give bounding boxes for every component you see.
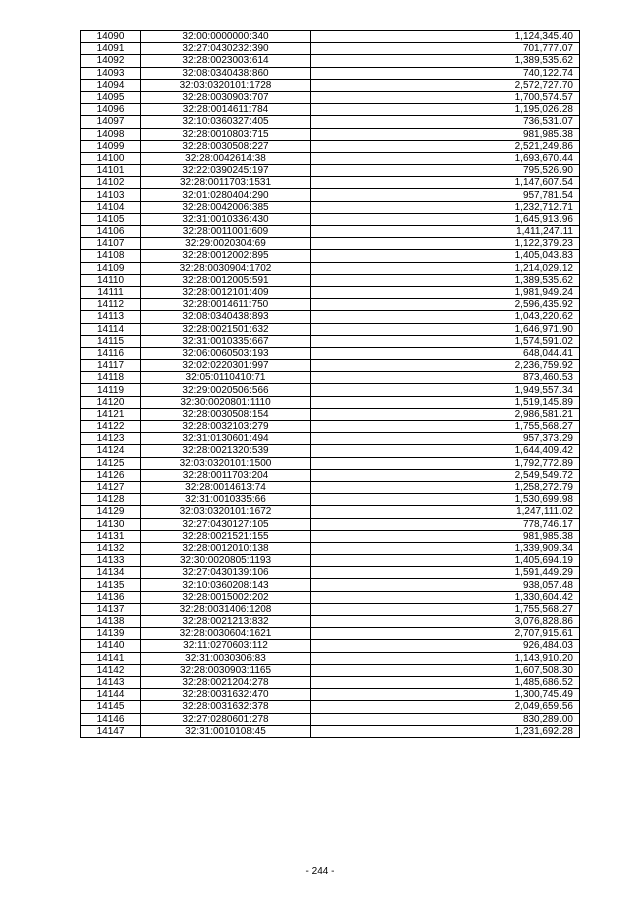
table-row xyxy=(81,213,580,225)
cadastral-number-cell: 32:02:0220301:997 xyxy=(141,360,311,372)
row-number-cell: 14095 xyxy=(81,91,141,103)
amount-cell: 1,591,449.29 xyxy=(311,567,580,579)
table-row xyxy=(81,433,580,445)
table-row xyxy=(81,506,580,518)
row-number-cell: 14094 xyxy=(81,79,141,91)
cadastral-number-cell: 32:31:0010108:45 xyxy=(141,725,311,737)
cadastral-number-cell: 32:31:0010335:66 xyxy=(141,494,311,506)
row-number-cell: 14141 xyxy=(81,652,141,664)
table-row xyxy=(81,518,580,530)
amount-cell: 1,043,220.62 xyxy=(311,311,580,323)
table-row xyxy=(81,201,580,213)
amount-cell: 736,531.07 xyxy=(311,116,580,128)
table-row xyxy=(81,640,580,652)
table-row xyxy=(81,165,580,177)
table-row xyxy=(81,457,580,469)
amount-cell: 830,289.00 xyxy=(311,713,580,725)
cadastral-number-cell: 32:05:0110410:71 xyxy=(141,372,311,384)
row-number-cell: 14147 xyxy=(81,725,141,737)
row-number-cell: 14139 xyxy=(81,628,141,640)
cadastral-number-cell: 32:27:0430139:106 xyxy=(141,567,311,579)
amount-cell: 1,792,772.89 xyxy=(311,457,580,469)
amount-cell: 1,231,692.28 xyxy=(311,725,580,737)
row-number-cell: 14118 xyxy=(81,372,141,384)
table-row xyxy=(81,384,580,396)
amount-cell: 981,985.38 xyxy=(311,128,580,140)
table-row xyxy=(81,128,580,140)
row-number-cell: 14143 xyxy=(81,676,141,688)
cadastral-number-cell: 32:27:0430127:105 xyxy=(141,518,311,530)
amount-cell: 778,746.17 xyxy=(311,518,580,530)
cadastral-number-cell: 32:11:0270603:112 xyxy=(141,640,311,652)
cadastral-number-cell: 32:28:0030604:1621 xyxy=(141,628,311,640)
table-row xyxy=(81,555,580,567)
table-row xyxy=(81,238,580,250)
cadastral-number-cell: 32:28:0030904:1702 xyxy=(141,262,311,274)
table-row xyxy=(81,701,580,713)
cadastral-number-cell: 32:28:0011001:609 xyxy=(141,226,311,238)
table-row xyxy=(81,116,580,128)
cadastral-number-cell: 32:28:0021213:832 xyxy=(141,616,311,628)
amount-cell: 1,147,607.54 xyxy=(311,177,580,189)
row-number-cell: 14133 xyxy=(81,555,141,567)
cadastral-number-cell: 32:28:0030903:707 xyxy=(141,91,311,103)
page-number: - 244 - xyxy=(305,866,335,877)
table-row xyxy=(81,689,580,701)
amount-cell: 2,986,581.21 xyxy=(311,408,580,420)
row-number-cell: 14134 xyxy=(81,567,141,579)
amount-cell: 2,521,249.86 xyxy=(311,140,580,152)
row-number-cell: 14104 xyxy=(81,201,141,213)
table-row xyxy=(81,152,580,164)
cadastral-number-cell: 32:30:0020801:1110 xyxy=(141,396,311,408)
cadastral-number-cell: 32:28:0012002:895 xyxy=(141,250,311,262)
row-number-cell: 14137 xyxy=(81,603,141,615)
table-row xyxy=(81,530,580,542)
table-row xyxy=(81,43,580,55)
amount-cell: 1,485,686.52 xyxy=(311,676,580,688)
row-number-cell: 14121 xyxy=(81,408,141,420)
table-row xyxy=(81,360,580,372)
row-number-cell: 14123 xyxy=(81,433,141,445)
cadastral-number-cell: 32:28:0031406:1208 xyxy=(141,603,311,615)
table-row xyxy=(81,616,580,628)
amount-cell: 1,389,535.62 xyxy=(311,274,580,286)
cadastral-number-cell: 32:28:0031632:470 xyxy=(141,689,311,701)
table-row xyxy=(81,140,580,152)
cadastral-number-cell: 32:06:0060503:193 xyxy=(141,347,311,359)
row-number-cell: 14138 xyxy=(81,616,141,628)
cadastral-number-cell: 32:28:0032103:279 xyxy=(141,421,311,433)
row-number-cell: 14110 xyxy=(81,274,141,286)
row-number-cell: 14106 xyxy=(81,226,141,238)
table-row xyxy=(81,104,580,116)
amount-cell: 1,519,145.89 xyxy=(311,396,580,408)
cadastral-number-cell: 32:10:0360208:143 xyxy=(141,579,311,591)
table-row xyxy=(81,591,580,603)
table-row xyxy=(81,481,580,493)
row-number-cell: 14091 xyxy=(81,43,141,55)
amount-cell: 1,645,913.96 xyxy=(311,213,580,225)
amount-cell: 3,076,828.86 xyxy=(311,616,580,628)
table-row xyxy=(81,91,580,103)
amount-cell: 1,411,247.11 xyxy=(311,226,580,238)
cadastral-number-cell: 32:28:0014611:784 xyxy=(141,104,311,116)
cadastral-number-cell: 32:00:0000000:340 xyxy=(141,31,311,43)
cadastral-number-cell: 32:31:0130601:494 xyxy=(141,433,311,445)
cadastral-number-cell: 32:28:0021320:539 xyxy=(141,445,311,457)
amount-cell: 1,755,568.27 xyxy=(311,421,580,433)
table-row xyxy=(81,335,580,347)
row-number-cell: 14116 xyxy=(81,347,141,359)
table-row xyxy=(81,445,580,457)
table-row xyxy=(81,189,580,201)
amount-cell: 2,236,759.92 xyxy=(311,360,580,372)
amount-cell: 981,985.38 xyxy=(311,530,580,542)
amount-cell: 1,530,699.98 xyxy=(311,494,580,506)
row-number-cell: 14092 xyxy=(81,55,141,67)
amount-cell: 957,781.54 xyxy=(311,189,580,201)
cadastral-number-cell: 32:28:0030508:154 xyxy=(141,408,311,420)
amount-cell: 1,300,745.49 xyxy=(311,689,580,701)
amount-cell: 2,549,549.72 xyxy=(311,469,580,481)
amount-cell: 926,484.03 xyxy=(311,640,580,652)
table-row xyxy=(81,579,580,591)
table-row xyxy=(81,421,580,433)
cadastral-number-cell: 32:28:0012101:409 xyxy=(141,286,311,298)
row-number-cell: 14097 xyxy=(81,116,141,128)
cadastral-number-cell: 32:28:0030903:1165 xyxy=(141,664,311,676)
amount-cell: 1,607,508.30 xyxy=(311,664,580,676)
table-row xyxy=(81,323,580,335)
cadastral-number-cell: 32:27:0430232:390 xyxy=(141,43,311,55)
row-number-cell: 14136 xyxy=(81,591,141,603)
table-row xyxy=(81,652,580,664)
cadastral-number-cell: 32:31:0030306:83 xyxy=(141,652,311,664)
row-number-cell: 14105 xyxy=(81,213,141,225)
table-row xyxy=(81,713,580,725)
amount-cell: 1,693,670.44 xyxy=(311,152,580,164)
amount-cell: 873,460.53 xyxy=(311,372,580,384)
table-row xyxy=(81,396,580,408)
row-number-cell: 14112 xyxy=(81,299,141,311)
amount-cell: 1,122,379.23 xyxy=(311,238,580,250)
row-number-cell: 14140 xyxy=(81,640,141,652)
cadastral-number-cell: 32:28:0030508:227 xyxy=(141,140,311,152)
cadastral-number-cell: 32:28:0012005:591 xyxy=(141,274,311,286)
row-number-cell: 14129 xyxy=(81,506,141,518)
amount-cell: 1,330,604.42 xyxy=(311,591,580,603)
table-row xyxy=(81,542,580,554)
table-row xyxy=(81,67,580,79)
amount-cell: 1,405,043.83 xyxy=(311,250,580,262)
row-number-cell: 14107 xyxy=(81,238,141,250)
amount-cell: 938,057.48 xyxy=(311,579,580,591)
row-number-cell: 14120 xyxy=(81,396,141,408)
row-number-cell: 14090 xyxy=(81,31,141,43)
amount-cell: 1,405,694.19 xyxy=(311,555,580,567)
table-row xyxy=(81,299,580,311)
cadastral-number-cell: 32:22:0390245:197 xyxy=(141,165,311,177)
row-number-cell: 14117 xyxy=(81,360,141,372)
row-number-cell: 14122 xyxy=(81,421,141,433)
amount-cell: 1,232,712.71 xyxy=(311,201,580,213)
amount-cell: 2,596,435.92 xyxy=(311,299,580,311)
amount-cell: 648,044.41 xyxy=(311,347,580,359)
table-row xyxy=(81,469,580,481)
table-row xyxy=(81,603,580,615)
cadastral-number-cell: 32:28:0010803:715 xyxy=(141,128,311,140)
cadastral-number-cell: 32:29:0020506:566 xyxy=(141,384,311,396)
data-table xyxy=(80,30,580,738)
amount-cell: 740,122.74 xyxy=(311,67,580,79)
amount-cell: 1,339,909.34 xyxy=(311,542,580,554)
cadastral-number-cell: 32:28:0021501:632 xyxy=(141,323,311,335)
row-number-cell: 14099 xyxy=(81,140,141,152)
row-number-cell: 14144 xyxy=(81,689,141,701)
table-row xyxy=(81,372,580,384)
cadastral-number-cell: 32:28:0042006:385 xyxy=(141,201,311,213)
row-number-cell: 14126 xyxy=(81,469,141,481)
table-row xyxy=(81,725,580,737)
cadastral-number-cell: 32:03:0320101:1672 xyxy=(141,506,311,518)
amount-cell: 1,981,949.24 xyxy=(311,286,580,298)
row-number-cell: 14146 xyxy=(81,713,141,725)
cadastral-number-cell: 32:03:0320101:1500 xyxy=(141,457,311,469)
table-row xyxy=(81,31,580,43)
amount-cell: 1,644,409.42 xyxy=(311,445,580,457)
cadastral-number-cell: 32:28:0031632:378 xyxy=(141,701,311,713)
amount-cell: 1,755,568.27 xyxy=(311,603,580,615)
cadastral-number-cell: 32:28:0014613:74 xyxy=(141,481,311,493)
table-row xyxy=(81,226,580,238)
row-number-cell: 14142 xyxy=(81,664,141,676)
cadastral-number-cell: 32:27:0280601:278 xyxy=(141,713,311,725)
amount-cell: 2,049,659.56 xyxy=(311,701,580,713)
row-number-cell: 14128 xyxy=(81,494,141,506)
cadastral-number-cell: 32:28:0015002:202 xyxy=(141,591,311,603)
table-row xyxy=(81,286,580,298)
table-row xyxy=(81,79,580,91)
table-row xyxy=(81,311,580,323)
row-number-cell: 14096 xyxy=(81,104,141,116)
row-number-cell: 14132 xyxy=(81,542,141,554)
amount-cell: 1,389,535.62 xyxy=(311,55,580,67)
row-number-cell: 14125 xyxy=(81,457,141,469)
row-number-cell: 14098 xyxy=(81,128,141,140)
amount-cell: 701,777.07 xyxy=(311,43,580,55)
row-number-cell: 14135 xyxy=(81,579,141,591)
amount-cell: 1,258,272.79 xyxy=(311,481,580,493)
row-number-cell: 14101 xyxy=(81,165,141,177)
cadastral-number-cell: 32:03:0320101:1728 xyxy=(141,79,311,91)
table-body xyxy=(81,31,580,738)
table-row xyxy=(81,274,580,286)
cadastral-number-cell: 32:28:0023003:614 xyxy=(141,55,311,67)
cadastral-number-cell: 32:08:0340438:893 xyxy=(141,311,311,323)
amount-cell: 1,195,026.28 xyxy=(311,104,580,116)
row-number-cell: 14100 xyxy=(81,152,141,164)
cadastral-number-cell: 32:10:0360327:405 xyxy=(141,116,311,128)
row-number-cell: 14124 xyxy=(81,445,141,457)
cadastral-number-cell: 32:31:0010335:667 xyxy=(141,335,311,347)
amount-cell: 2,707,915.61 xyxy=(311,628,580,640)
row-number-cell: 14093 xyxy=(81,67,141,79)
table-row xyxy=(81,628,580,640)
table-row xyxy=(81,177,580,189)
row-number-cell: 14130 xyxy=(81,518,141,530)
row-number-cell: 14131 xyxy=(81,530,141,542)
row-number-cell: 14114 xyxy=(81,323,141,335)
amount-cell: 1,143,910.20 xyxy=(311,652,580,664)
cadastral-number-cell: 32:29:0020304:69 xyxy=(141,238,311,250)
row-number-cell: 14145 xyxy=(81,701,141,713)
row-number-cell: 14111 xyxy=(81,286,141,298)
amount-cell: 2,572,727.70 xyxy=(311,79,580,91)
table-row xyxy=(81,494,580,506)
row-number-cell: 14113 xyxy=(81,311,141,323)
cadastral-number-cell: 32:28:0042614:38 xyxy=(141,152,311,164)
table-row xyxy=(81,262,580,274)
table-row xyxy=(81,55,580,67)
row-number-cell: 14103 xyxy=(81,189,141,201)
row-number-cell: 14119 xyxy=(81,384,141,396)
amount-cell: 1,646,971.90 xyxy=(311,323,580,335)
cadastral-number-cell: 32:08:0340438:860 xyxy=(141,67,311,79)
table-row xyxy=(81,408,580,420)
cadastral-number-cell: 32:28:0021204:278 xyxy=(141,676,311,688)
table-row xyxy=(81,347,580,359)
cadastral-number-cell: 32:28:0021521:155 xyxy=(141,530,311,542)
cadastral-number-cell: 32:30:0020805:1193 xyxy=(141,555,311,567)
amount-cell: 1,700,574.57 xyxy=(311,91,580,103)
amount-cell: 795,526.90 xyxy=(311,165,580,177)
table-row xyxy=(81,664,580,676)
row-number-cell: 14109 xyxy=(81,262,141,274)
row-number-cell: 14127 xyxy=(81,481,141,493)
amount-cell: 957,373.29 xyxy=(311,433,580,445)
cadastral-number-cell: 32:28:0011703:1531 xyxy=(141,177,311,189)
row-number-cell: 14108 xyxy=(81,250,141,262)
table-row xyxy=(81,567,580,579)
row-number-cell: 14115 xyxy=(81,335,141,347)
amount-cell: 1,574,591.02 xyxy=(311,335,580,347)
table-row xyxy=(81,676,580,688)
amount-cell: 1,247,111.02 xyxy=(311,506,580,518)
cadastral-number-cell: 32:28:0014611:750 xyxy=(141,299,311,311)
cadastral-number-cell: 32:31:0010336:430 xyxy=(141,213,311,225)
amount-cell: 1,214,029.12 xyxy=(311,262,580,274)
amount-cell: 1,949,557.34 xyxy=(311,384,580,396)
amount-cell: 1,124,345.40 xyxy=(311,31,580,43)
cadastral-number-cell: 32:28:0011703:204 xyxy=(141,469,311,481)
row-number-cell: 14102 xyxy=(81,177,141,189)
table-row xyxy=(81,250,580,262)
cadastral-number-cell: 32:01:0280404:290 xyxy=(141,189,311,201)
cadastral-number-cell: 32:28:0012010:138 xyxy=(141,542,311,554)
